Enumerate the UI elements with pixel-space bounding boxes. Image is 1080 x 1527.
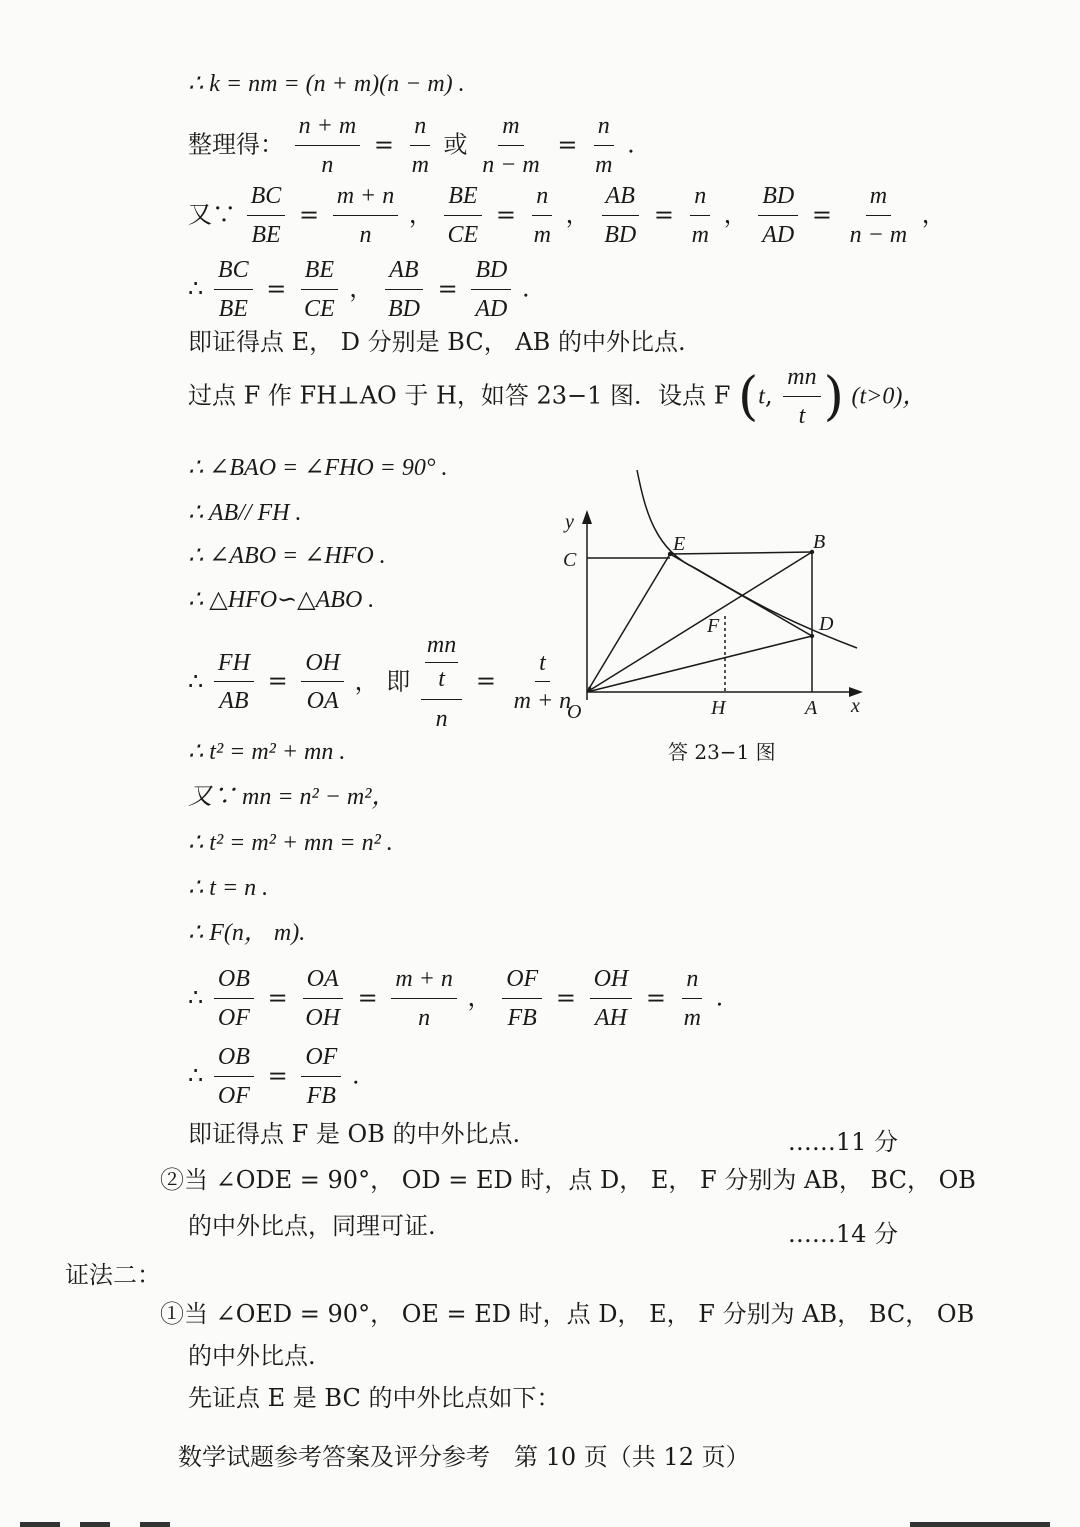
fraction [391, 966, 457, 1032]
line-f-coord: ∴ F(n， m). [188, 920, 306, 946]
geometry-figure [555, 470, 875, 730]
nested-fraction [421, 632, 462, 734]
numerator: OF [502, 966, 542, 999]
line-proved-ed: 即证得点 E， D 分别是 BC， AB 的中外比点. [188, 328, 686, 356]
fraction [408, 113, 433, 179]
fraction [301, 650, 344, 716]
denominator: CE [303, 295, 335, 322]
numerator: BE [444, 183, 481, 216]
numerator: FH [214, 650, 254, 683]
label-c: C [563, 549, 577, 571]
label-h: H [711, 697, 726, 719]
denominator: m [533, 221, 551, 248]
numerator: OH [590, 966, 633, 999]
inner-numerator: mn [425, 632, 458, 663]
fraction [471, 257, 511, 323]
numerator: m + n [391, 966, 457, 999]
segment-od [587, 636, 812, 692]
numerator: AB [385, 257, 422, 290]
label-rearrange: 整理得： [188, 130, 284, 159]
denominator: OH [305, 1004, 340, 1031]
denominator: m [411, 151, 429, 178]
line-rearrange: 整理得： $\frac{n + m}{n}$ = $\frac{n}{m}$ 或 $\frac{m}{n - m}$ = $\frac{n}{m}$ . [188, 113, 635, 178]
denominator: t [798, 402, 806, 429]
fraction [590, 966, 633, 1032]
denominator: BD [604, 221, 637, 248]
denominator: AB [219, 688, 249, 715]
point-e [668, 552, 672, 556]
numerator: OH [301, 650, 344, 683]
denominator: m [691, 221, 709, 248]
fraction [758, 183, 798, 249]
fraction [214, 1044, 254, 1110]
page-footer: 数学试题参考答案及评分参考 第 10 页（共 12 页） [178, 1443, 750, 1471]
fraction [783, 364, 820, 430]
score-14: ……14 分 [787, 1220, 898, 1248]
fraction [530, 183, 555, 249]
label-a: A [805, 697, 818, 719]
numerator: AB [602, 183, 639, 216]
fraction [214, 650, 254, 716]
fraction [502, 966, 542, 1032]
denominator: BD [387, 295, 420, 322]
numerator: OF [301, 1044, 341, 1077]
fraction [300, 257, 339, 323]
label-e: E [673, 533, 686, 555]
denominator: n [418, 1004, 431, 1031]
fraction [295, 113, 361, 179]
denominator: m [683, 1004, 701, 1031]
label-o: O [567, 701, 582, 723]
numerator: n + m [295, 113, 361, 146]
fraction [214, 257, 253, 323]
line-t-squared-n: ∴ t² = m² + mn = n² . [188, 830, 393, 856]
label-ji: 即 [386, 667, 411, 696]
denominator: FB [507, 1004, 537, 1031]
line-t-squared: ∴ t² = m² + mn . [188, 739, 346, 765]
score-11: ……11 分 [787, 1128, 898, 1156]
numerator: m [866, 183, 891, 216]
figure-caption: 答 23−1 图 [668, 740, 776, 764]
numerator: OB [214, 966, 254, 999]
segment-oe [587, 554, 670, 692]
denominator: n [435, 706, 448, 733]
numerator: BD [471, 257, 511, 290]
fraction [444, 183, 483, 249]
y-arrow [582, 510, 592, 524]
label-or: 或 [443, 130, 468, 159]
denominator: FB [306, 1082, 336, 1109]
denominator: OF [217, 1004, 250, 1031]
fraction [301, 1044, 341, 1110]
denominator: n [321, 151, 334, 178]
coord-t: t [758, 383, 765, 410]
scan-edge-mark [80, 1522, 110, 1527]
fraction [600, 183, 640, 249]
fraction [214, 966, 254, 1032]
fraction [591, 113, 616, 179]
numerator: BE [301, 257, 338, 290]
text-t-positive: (t>0)， [851, 383, 927, 410]
numerator: OB [214, 1044, 254, 1077]
label-d: D [819, 613, 834, 635]
label-x: x [851, 695, 860, 717]
numerator: BD [758, 183, 798, 216]
denominator: AD [475, 295, 508, 322]
text-draw-fh: 过点 F 作 FH⊥AO 于 H，如答 23−1 图．设点 F [188, 381, 731, 410]
line-prove-e: 先证点 E 是 BC 的中外比点如下： [188, 1384, 561, 1412]
scan-edge-mark [20, 1522, 60, 1527]
fraction [478, 113, 544, 179]
denominator: m + n [513, 688, 572, 715]
denominator: OF [217, 1082, 250, 1109]
line-angle-bao: ∴ ∠BAO = ∠FHO = 90° . [188, 455, 448, 481]
numerator: n [682, 966, 702, 999]
denominator: CE [447, 221, 479, 248]
line-similar: ∴ △HFO∽△ABO . [188, 587, 375, 613]
denominator: n − m [482, 151, 540, 178]
line-case1-cont: 的中外比点. [188, 1342, 316, 1370]
label-b: B [813, 531, 826, 553]
fraction [384, 257, 424, 323]
denominator: BE [251, 221, 281, 248]
numerator: n [690, 183, 710, 216]
fraction [846, 183, 912, 249]
line-proved-f: 即证得点 F 是 OB 的中外比点. [188, 1120, 521, 1148]
numerator: OA [303, 966, 343, 999]
scan-edge-mark [140, 1522, 170, 1527]
line-ob-of: ∴ $\frac{OB}{OF}$ = $\frac{OA}{OH}$ = $\frac{m + n}{n}$ ， $\frac{OF}{FB}$ = $\frac{OH}{AH}$ = $\frac{n}{m}$ . [188, 966, 724, 1031]
line-ob-of-final: ∴ $\frac{OB}{OF}$ = $\frac{OF}{FB}$ . [188, 1044, 360, 1109]
denominator: BE [218, 295, 248, 322]
segment-eb [670, 552, 812, 554]
denominator: n − m [849, 221, 908, 248]
inner-denominator: t [438, 665, 445, 692]
line-case2-cont: 的中外比点，同理可证. [188, 1212, 436, 1240]
numerator: mn [783, 364, 820, 397]
fraction [680, 966, 705, 1032]
numerator: n [594, 113, 614, 146]
label-y: y [565, 511, 574, 533]
numerator: m + n [333, 183, 399, 216]
line-case2: ②当 ∠ODE = 90°， OD = ED 时，点 D， E， F 分别为 AB， BC， OB [160, 1166, 976, 1194]
fraction [333, 183, 399, 249]
method-two-heading: 证法二： [65, 1261, 161, 1289]
denominator: AH [594, 1004, 627, 1031]
line-k: ∴ k = nm = (n + m)(n − m) . [188, 71, 465, 97]
label-f: F [707, 615, 720, 637]
segment-ob [587, 552, 812, 692]
line-ratios: 又∵ $\frac{BC}{BE}$ = $\frac{m + n}{n}$ ， $\frac{BE}{CE}$ = $\frac{n}{m}$ ， $\frac{AB}{BD}$ = $\frac{n}{m}$ ， $\frac{BD}{AD}$ = $\frac{m}{n - m}$ ， [188, 183, 946, 248]
line-case1: ①当 ∠OED = 90°， OE = ED 时，点 D， E， F 分别为 AB， BC， OB [160, 1300, 975, 1328]
line-therefore-ratios: ∴ $\frac{BC}{BE}$ = $\frac{BE}{CE}$ ， $\frac{AB}{BD}$ = $\frac{BD}{AD}$ . [188, 257, 530, 322]
numerator: m [498, 113, 523, 146]
point-d [810, 634, 814, 638]
line-t-equals-n: ∴ t = n . [188, 875, 269, 901]
denominator: m [595, 151, 613, 178]
numerator: BC [214, 257, 253, 290]
denominator: n [359, 221, 372, 248]
numerator: t [535, 650, 550, 683]
denominator: AD [762, 221, 795, 248]
line-mn: 又∵ mn = n² − m²， [188, 784, 396, 810]
numerator: n [532, 183, 552, 216]
line-fh-ab: ∴ $\frac{FH}{AB}$ = $\frac{OH}{OA}$ ， 即 $\frac{\frac{mn}{t}}{n}$ = $\frac{t}{m + n}$ . [188, 632, 594, 733]
fraction [688, 183, 713, 249]
line-angle-abo: ∴ ∠ABO = ∠HFO . [188, 543, 386, 569]
numerator: BC [247, 183, 286, 216]
scan-edge-mark [910, 1522, 1050, 1527]
denominator: OA [306, 688, 339, 715]
label-since: 又∵ [188, 200, 236, 229]
segment-ed [670, 554, 812, 636]
fraction [247, 183, 286, 249]
line-ab-parallel: ∴ AB// FH . [188, 500, 302, 526]
fraction [301, 966, 344, 1032]
numerator: n [410, 113, 430, 146]
line-draw-fh: 过点 F 作 FH⊥AO 于 H，如答 23−1 图．设点 F (t, $\frac{mn}{t}$ ) (t>0)， [188, 364, 927, 429]
